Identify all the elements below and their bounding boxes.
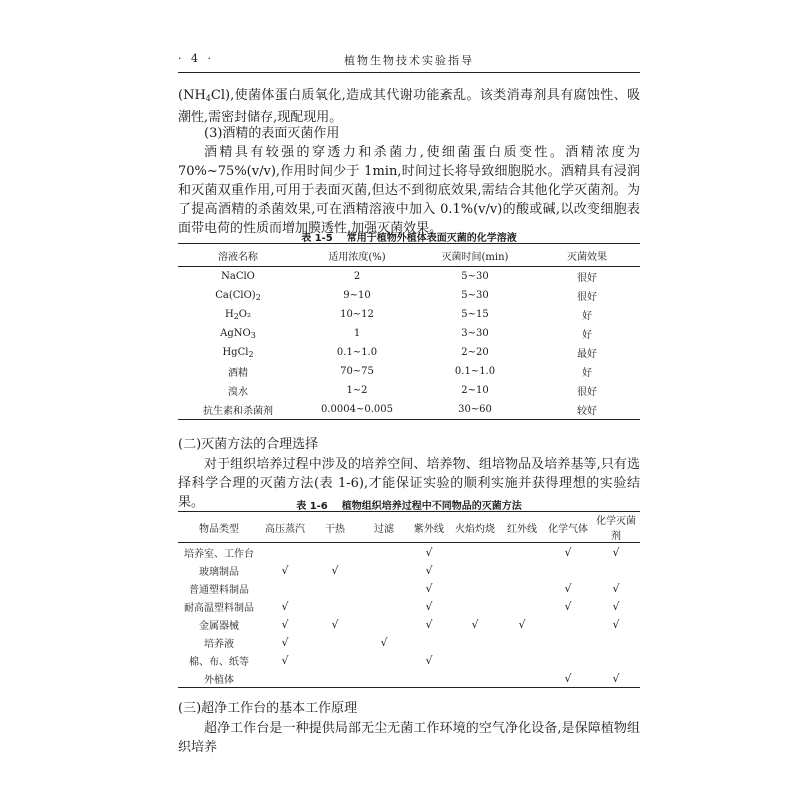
table6-header-row bbox=[178, 512, 640, 543]
effect-cell: 很好 bbox=[577, 273, 597, 284]
effect-cell: 很好 bbox=[577, 292, 597, 303]
method-cell bbox=[310, 579, 360, 597]
method-cell bbox=[260, 633, 310, 651]
time-cell: 3~30 bbox=[461, 328, 489, 339]
table5-row bbox=[178, 267, 640, 287]
check-mark-icon: √ bbox=[281, 635, 289, 649]
table6-col-header: 过滤 bbox=[360, 512, 408, 543]
method-cell bbox=[360, 543, 408, 562]
check-mark-icon: √ bbox=[564, 545, 572, 559]
check-mark-icon: √ bbox=[564, 599, 572, 613]
check-mark-icon: √ bbox=[425, 545, 433, 559]
method-cell bbox=[408, 615, 450, 633]
method-cell bbox=[500, 615, 544, 633]
table6-row bbox=[178, 633, 640, 651]
section-heading-sterilization-choice: (二)灭菌方法的合理选择 bbox=[178, 437, 319, 452]
solution-name bbox=[178, 305, 298, 324]
check-mark-icon: √ bbox=[425, 563, 433, 577]
check-mark-icon: √ bbox=[564, 581, 572, 595]
method-cell bbox=[450, 579, 500, 597]
method-cell bbox=[592, 561, 640, 579]
solution-name bbox=[178, 362, 298, 381]
check-mark-icon: √ bbox=[612, 545, 620, 559]
method-cell bbox=[450, 669, 500, 688]
method-cell bbox=[260, 579, 310, 597]
effect-cell: 最好 bbox=[577, 349, 597, 360]
solution-name-text: H bbox=[224, 308, 234, 320]
method-cell bbox=[544, 543, 592, 562]
table6-col-header: 干热 bbox=[310, 512, 360, 543]
section-heading-clean-bench: (三)超净工作台的基本工作原理 bbox=[178, 701, 358, 716]
concentration-cell: 0.0004~0.005 bbox=[298, 400, 416, 420]
method-cell bbox=[408, 669, 450, 688]
item-type: 外植体 bbox=[178, 669, 260, 688]
method-cell bbox=[592, 633, 640, 651]
method-cell bbox=[544, 651, 592, 669]
concentration-cell: 1 bbox=[353, 328, 361, 339]
solution-name-subscript: 2 bbox=[248, 349, 254, 359]
method-cell bbox=[500, 561, 544, 579]
method-cell bbox=[260, 615, 310, 633]
solution-name-subscript: 2 bbox=[255, 292, 261, 302]
page-number: · 4 · bbox=[178, 52, 214, 65]
solution-name bbox=[178, 400, 298, 420]
solution-name bbox=[178, 286, 298, 305]
item-type: 培养液 bbox=[204, 638, 234, 650]
header-rule bbox=[178, 72, 640, 73]
table5-row bbox=[178, 324, 640, 343]
method-cell bbox=[260, 597, 310, 615]
running-header bbox=[178, 52, 640, 68]
time-cell: 5~30 bbox=[461, 271, 489, 282]
table6-row bbox=[178, 651, 640, 669]
table5-col-name: 溶液名称 bbox=[178, 244, 298, 267]
table6-row bbox=[178, 561, 640, 579]
method-cell bbox=[544, 615, 592, 633]
method-cell bbox=[260, 669, 310, 688]
table6-caption bbox=[178, 497, 640, 512]
method-cell bbox=[260, 651, 310, 669]
concentration-cell: 0.1~1.0 bbox=[336, 347, 378, 358]
table6-col-header: 物品类型 bbox=[178, 512, 260, 543]
method-cell bbox=[408, 579, 450, 597]
method-cell bbox=[450, 615, 500, 633]
table5-col-time: 灭菌时间(min) bbox=[416, 244, 534, 267]
sterilant-table bbox=[178, 243, 640, 420]
method-cell bbox=[592, 615, 640, 633]
table6-col-header: 火焰灼烧 bbox=[450, 512, 500, 543]
method-cell bbox=[310, 669, 360, 688]
table5-row bbox=[178, 343, 640, 362]
concentration-cell: 70~75 bbox=[340, 366, 374, 377]
paragraph-method-choice: 对于组织培养过程中涉及的培养空间、培养物、组培物品及培养基等,只有选择科学合理的灭菌方法(表 1-6),才能保证实验的顺利实施并获得理想的实验结果。 bbox=[178, 457, 640, 510]
method-cell bbox=[450, 651, 500, 669]
method-cell bbox=[360, 615, 408, 633]
check-mark-icon: √ bbox=[281, 599, 289, 613]
time-cell: 30~60 bbox=[416, 400, 534, 420]
table5-col-effect: 灭菌效果 bbox=[534, 244, 640, 267]
method-cell bbox=[500, 579, 544, 597]
method-cell bbox=[310, 597, 360, 615]
check-mark-icon: √ bbox=[281, 653, 289, 667]
method-cell bbox=[500, 633, 544, 651]
method-cell bbox=[360, 579, 408, 597]
method-cell bbox=[408, 597, 450, 615]
solution-name-subscript: 2 bbox=[233, 311, 239, 321]
p1-pre: (NH bbox=[178, 88, 206, 103]
concentration-cell: 1~2 bbox=[346, 385, 368, 396]
method-cell bbox=[310, 651, 360, 669]
table6-row bbox=[178, 579, 640, 597]
effect-cell: 好 bbox=[582, 311, 592, 322]
subheading-alcohol: (3)酒精的表面灭菌作用 bbox=[204, 126, 340, 141]
method-cell bbox=[310, 633, 360, 651]
table5-caption bbox=[178, 229, 640, 244]
solution-name-tail: O₂ bbox=[238, 308, 252, 320]
method-cell bbox=[500, 651, 544, 669]
method-cell bbox=[500, 597, 544, 615]
method-cell bbox=[544, 561, 592, 579]
check-mark-icon: √ bbox=[281, 617, 289, 631]
item-type: 玻璃制品 bbox=[199, 566, 239, 578]
method-cell bbox=[360, 633, 408, 651]
method-cell bbox=[310, 543, 360, 562]
method-cell bbox=[310, 615, 360, 633]
table5-row bbox=[178, 362, 640, 381]
check-mark-icon: √ bbox=[471, 617, 479, 631]
method-cell bbox=[450, 543, 500, 562]
solution-name-text: 酒精 bbox=[228, 367, 248, 379]
time-cell: 5~30 bbox=[461, 290, 489, 301]
time-cell: 2~20 bbox=[461, 347, 489, 358]
method-cell bbox=[544, 597, 592, 615]
effect-cell: 好 bbox=[582, 330, 592, 341]
check-mark-icon: √ bbox=[518, 617, 526, 631]
solution-name bbox=[178, 343, 298, 362]
check-mark-icon: √ bbox=[425, 617, 433, 631]
method-cell bbox=[592, 651, 640, 669]
check-mark-icon: √ bbox=[331, 617, 339, 631]
item-type: 培养室、工作台 bbox=[184, 548, 254, 560]
check-mark-icon: √ bbox=[612, 671, 620, 685]
solution-name-text: HgCl bbox=[222, 346, 249, 358]
solution-name-text: Ca(ClO) bbox=[215, 289, 256, 301]
p1-sub: 4 bbox=[205, 94, 211, 103]
time-cell: 2~10 bbox=[461, 385, 489, 396]
solution-name bbox=[178, 324, 298, 343]
method-cell bbox=[450, 561, 500, 579]
check-mark-icon: √ bbox=[281, 563, 289, 577]
table6-col-header: 红外线 bbox=[500, 512, 544, 543]
paragraph-ammonium bbox=[178, 86, 640, 127]
time-cell: 5~15 bbox=[461, 309, 489, 320]
item-type: 耐高温塑料制品 bbox=[184, 602, 254, 614]
method-cell bbox=[310, 561, 360, 579]
check-mark-icon: √ bbox=[564, 671, 572, 685]
concentration-cell: 9~10 bbox=[343, 290, 371, 301]
table5-row bbox=[178, 400, 640, 420]
check-mark-icon: √ bbox=[425, 653, 433, 667]
check-mark-icon: √ bbox=[425, 581, 433, 595]
concentration-cell: 10~12 bbox=[340, 309, 374, 320]
method-cell bbox=[360, 651, 408, 669]
method-cell bbox=[500, 543, 544, 562]
table6-col-header: 化学气体 bbox=[544, 512, 592, 543]
method-cell bbox=[592, 579, 640, 597]
table6-row bbox=[178, 669, 640, 688]
table5-col-conc: 适用浓度(%) bbox=[298, 244, 416, 267]
table5-title: 常用于植物外植体表面灭菌的化学溶液 bbox=[346, 233, 517, 244]
method-cell bbox=[408, 543, 450, 562]
check-mark-icon: √ bbox=[380, 635, 388, 649]
check-mark-icon: √ bbox=[612, 581, 620, 595]
table6-row bbox=[178, 615, 640, 633]
method-cell bbox=[260, 561, 310, 579]
p1-post: Cl),使菌体蛋白质氧化,造成其代谢功能紊乱。该类消毒剂具有腐蚀性、吸潮性,需密封储存,现配现用。 bbox=[178, 88, 640, 125]
table6-number: 表 1-6 bbox=[296, 501, 328, 512]
check-mark-icon: √ bbox=[612, 599, 620, 613]
method-cell bbox=[260, 543, 310, 562]
paragraph-clean-bench: 超净工作台是一种提供局部无尘无菌工作环境的空气净化设备,是保障植物组织培养 bbox=[178, 721, 640, 755]
check-mark-icon: √ bbox=[331, 563, 339, 577]
method-cell bbox=[408, 633, 450, 651]
table6-row bbox=[178, 597, 640, 615]
time-cell: 0.1~1.0 bbox=[454, 366, 496, 377]
item-type: 普通塑料制品 bbox=[189, 584, 249, 596]
method-cell bbox=[360, 669, 408, 688]
check-mark-icon: √ bbox=[612, 617, 620, 631]
solution-name-text: NaClO bbox=[221, 270, 255, 282]
table5-row bbox=[178, 286, 640, 305]
effect-cell: 很好 bbox=[577, 387, 597, 398]
item-type: 金属器械 bbox=[199, 620, 239, 632]
table5-row bbox=[178, 381, 640, 400]
method-cell bbox=[408, 651, 450, 669]
method-cell bbox=[450, 633, 500, 651]
solution-name bbox=[178, 267, 298, 287]
method-cell bbox=[360, 597, 408, 615]
table6-col-header: 化学灭菌剂 bbox=[592, 512, 640, 543]
solution-name-text: AgNO bbox=[220, 327, 251, 339]
method-cell bbox=[544, 579, 592, 597]
concentration-cell: 2 bbox=[353, 271, 361, 282]
table6-title: 植物组织培养过程中不同物品的灭菌方法 bbox=[341, 501, 522, 512]
solution-name-subscript: 3 bbox=[250, 330, 256, 340]
effect-cell: 好 bbox=[582, 368, 592, 379]
table5-number: 表 1-5 bbox=[301, 233, 333, 244]
solution-name-text: 抗生素和杀菌剂 bbox=[203, 405, 273, 417]
book-title: 植物生物技术实验指导 bbox=[344, 54, 474, 67]
method-cell bbox=[592, 669, 640, 688]
table6-row bbox=[178, 543, 640, 562]
table5-row bbox=[178, 305, 640, 324]
sterilization-method-table bbox=[178, 511, 640, 688]
method-cell bbox=[500, 669, 544, 688]
effect-cell: 较好 bbox=[534, 400, 640, 420]
method-cell bbox=[360, 561, 408, 579]
item-type: 棉、布、纸等 bbox=[189, 656, 249, 668]
method-cell bbox=[450, 597, 500, 615]
method-cell bbox=[544, 633, 592, 651]
table6-col-header: 紫外线 bbox=[408, 512, 450, 543]
table5-header-row bbox=[178, 244, 640, 267]
table6-col-header: 高压蒸汽 bbox=[260, 512, 310, 543]
method-cell bbox=[592, 597, 640, 615]
check-mark-icon: √ bbox=[425, 599, 433, 613]
method-cell bbox=[544, 669, 592, 688]
solution-name-text: 溴水 bbox=[228, 386, 248, 398]
method-cell bbox=[408, 561, 450, 579]
paragraph-alcohol: 酒精具有较强的穿透力和杀菌力,使细菌蛋白质变性。酒精浓度为 70%~75%(v/v),作用时间少于 1min,时间过长将导致细胞脱水。酒精具有浸润和灭菌双重作用,可用于表面灭菌,但达不到彻底效果,需结合其他化学灭菌剂。为了提高酒精的杀菌效果,可在酒精溶液中加入 0.1%(v/v)的酸或碱,以改变细胞表面带电荷的性质而增加膜透性,加强灭菌效果。 bbox=[178, 145, 640, 236]
solution-name bbox=[178, 381, 298, 400]
method-cell bbox=[592, 543, 640, 562]
